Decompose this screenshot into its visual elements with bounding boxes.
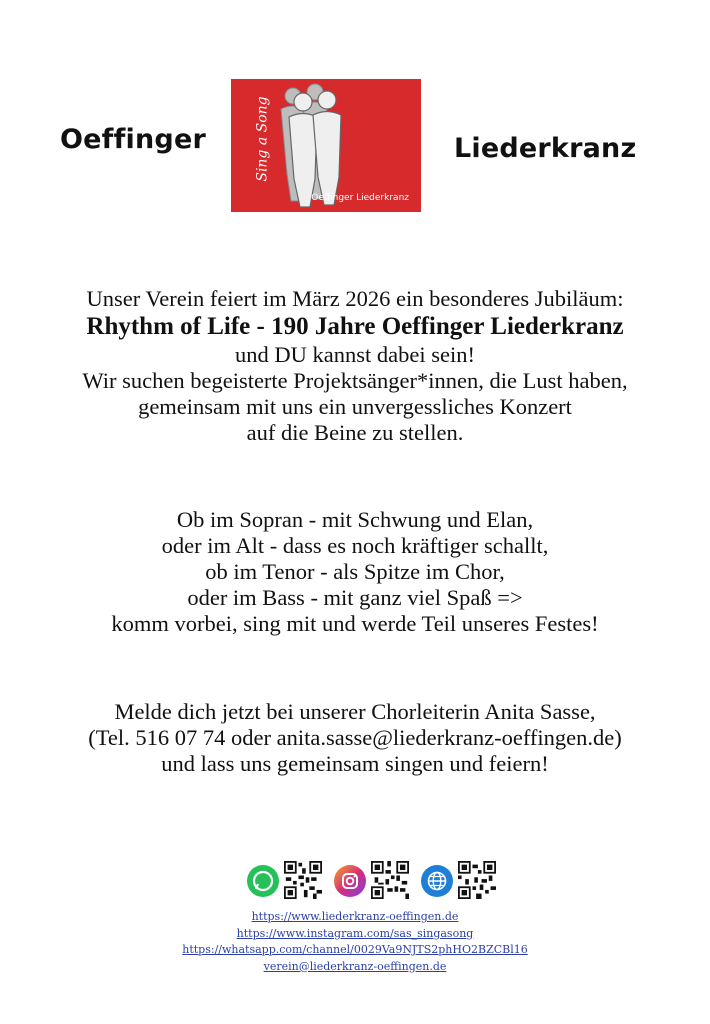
contact-line: (Tel. 516 07 74 oder anita.sasse@liederkranz-oeffingen.de) xyxy=(88,725,622,750)
link-list xyxy=(0,909,710,975)
email-link[interactable]: verein@liederkranz-oeffingen.de xyxy=(263,959,447,973)
voices-line: Ob im Sopran - mit Schwung und Elan, xyxy=(176,507,534,532)
whatsapp-icon[interactable] xyxy=(247,865,279,897)
intro-paragraph xyxy=(0,286,710,446)
instagram-icon[interactable] xyxy=(334,865,366,897)
voices-line: ob im Tenor - als Spitze im Chor, xyxy=(205,559,505,584)
intro-line: auf die Beine zu stellen. xyxy=(246,420,464,445)
logo-script-text: Sing a Song xyxy=(254,96,271,182)
whatsapp-link[interactable]: https://whatsapp.com/channel/0029Va9NJTS2phHO2BZCBl16 xyxy=(182,943,528,956)
choir-logo xyxy=(231,79,421,212)
voices-paragraph xyxy=(0,507,710,637)
qr-code-icon[interactable] xyxy=(458,861,496,899)
social-icons-row xyxy=(0,859,710,903)
voices-line: oder im Bass - mit ganz viel Spaß => xyxy=(187,585,523,610)
qr-code-icon[interactable] xyxy=(284,861,322,899)
header-right-word: Liederkranz xyxy=(454,133,637,164)
instagram-link[interactable]: https://www.instagram.com/sas_singasong xyxy=(236,926,474,940)
voices-line: komm vorbei, sing mit und werde Teil unseres Festes! xyxy=(111,611,599,636)
intro-line: gemeinsam mit uns ein unvergessliches Konzert xyxy=(138,394,572,419)
intro-line: Unser Verein feiert im März 2026 ein besonderes Jubiläum: xyxy=(86,286,624,311)
contact-line: und lass uns gemeinsam singen und feiern! xyxy=(161,751,549,776)
globe-icon[interactable] xyxy=(421,865,453,897)
contact-paragraph xyxy=(0,699,710,777)
intro-line: Wir suchen begeisterte Projektsänger*innen, die Lust haben, xyxy=(82,368,628,393)
event-headline: Rhythm of Life - 190 Jahre Oeffinger Liederkranz xyxy=(86,313,624,340)
header-left-word: Oeffinger xyxy=(60,124,206,155)
logo-caption: Oeffinger Liederkranz xyxy=(311,193,409,203)
website-link[interactable]: https://www.liederkranz-oeffingen.de xyxy=(251,910,459,923)
contact-line: Melde dich jetzt bei unserer Chorleiterin Anita Sasse, xyxy=(114,699,596,724)
intro-line: und DU kannst dabei sein! xyxy=(235,342,475,367)
qr-code-icon[interactable] xyxy=(371,861,409,899)
voices-line: oder im Alt - dass es noch kräftiger schallt, xyxy=(161,533,549,558)
